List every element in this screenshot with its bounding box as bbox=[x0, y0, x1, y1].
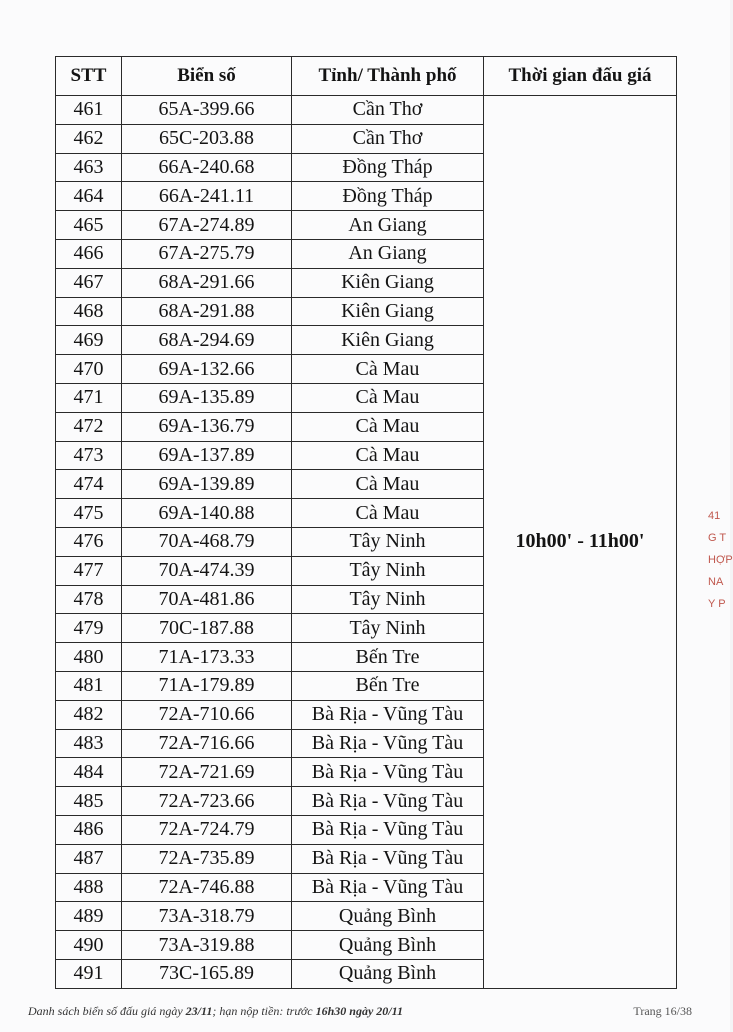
stamp-text-4: NA bbox=[708, 576, 724, 588]
row-plate-number: 72A-716.66 bbox=[122, 729, 292, 758]
row-stt: 471 bbox=[56, 383, 122, 412]
row-plate-number: 72A-710.66 bbox=[122, 700, 292, 729]
row-stt: 464 bbox=[56, 182, 122, 211]
row-plate-number: 66A-241.11 bbox=[122, 182, 292, 211]
row-province: Đồng Tháp bbox=[292, 153, 484, 182]
row-plate-number: 72A-735.89 bbox=[122, 844, 292, 873]
row-plate-number: 70A-481.86 bbox=[122, 585, 292, 614]
stamp-text-1: 41 bbox=[708, 510, 721, 522]
row-stt: 485 bbox=[56, 787, 122, 816]
footer-prefix: Danh sách biển số đấu giá ngày bbox=[28, 1004, 186, 1018]
row-stt: 479 bbox=[56, 614, 122, 643]
license-plate-table bbox=[55, 56, 677, 989]
row-stt: 475 bbox=[56, 499, 122, 528]
row-plate-number: 70C-187.88 bbox=[122, 614, 292, 643]
row-stt: 484 bbox=[56, 758, 122, 787]
row-stt: 482 bbox=[56, 700, 122, 729]
row-plate-number: 68A-291.66 bbox=[122, 268, 292, 297]
stamp-text-5: Y P bbox=[708, 598, 726, 610]
footer-mid: ; hạn nộp tiền: trước bbox=[212, 1004, 316, 1018]
row-plate-number: 68A-291.88 bbox=[122, 297, 292, 326]
row-province: Bà Rịa - Vũng Tàu bbox=[292, 873, 484, 902]
row-plate-number: 69A-135.89 bbox=[122, 383, 292, 412]
row-plate-number: 69A-139.89 bbox=[122, 470, 292, 499]
row-stt: 476 bbox=[56, 527, 122, 556]
row-plate-number: 69A-137.89 bbox=[122, 441, 292, 470]
row-plate-number: 66A-240.68 bbox=[122, 153, 292, 182]
row-plate-number: 73A-318.79 bbox=[122, 902, 292, 931]
row-province: Bà Rịa - Vũng Tàu bbox=[292, 815, 484, 844]
header-plate-number: Biển số bbox=[122, 57, 292, 96]
row-stt: 469 bbox=[56, 326, 122, 355]
row-province: Tây Ninh bbox=[292, 614, 484, 643]
row-province: An Giang bbox=[292, 211, 484, 240]
row-province: Tây Ninh bbox=[292, 585, 484, 614]
auction-time-slot: 10h00' - 11h00' bbox=[484, 96, 677, 989]
row-stt: 467 bbox=[56, 268, 122, 297]
row-stt: 465 bbox=[56, 211, 122, 240]
row-province: Tây Ninh bbox=[292, 556, 484, 585]
row-stt: 480 bbox=[56, 643, 122, 672]
row-plate-number: 72A-721.69 bbox=[122, 758, 292, 787]
row-province: Kiên Giang bbox=[292, 297, 484, 326]
row-plate-number: 72A-723.66 bbox=[122, 787, 292, 816]
row-plate-number: 70A-468.79 bbox=[122, 527, 292, 556]
row-plate-number: 69A-136.79 bbox=[122, 412, 292, 441]
row-province: Cà Mau bbox=[292, 383, 484, 412]
row-stt: 478 bbox=[56, 585, 122, 614]
row-plate-number: 71A-179.89 bbox=[122, 671, 292, 700]
row-stt: 488 bbox=[56, 873, 122, 902]
row-stt: 472 bbox=[56, 412, 122, 441]
row-province: Quảng Bình bbox=[292, 931, 484, 960]
row-plate-number: 73C-165.89 bbox=[122, 959, 292, 988]
row-plate-number: 70A-474.39 bbox=[122, 556, 292, 585]
row-province: Bà Rịa - Vũng Tàu bbox=[292, 844, 484, 873]
row-province: Bến Tre bbox=[292, 671, 484, 700]
header-province: Tỉnh/ Thành phố bbox=[292, 57, 484, 96]
row-province: Cà Mau bbox=[292, 355, 484, 384]
row-province: Quảng Bình bbox=[292, 902, 484, 931]
row-plate-number: 68A-294.69 bbox=[122, 326, 292, 355]
row-province: Cà Mau bbox=[292, 412, 484, 441]
row-province: Đồng Tháp bbox=[292, 182, 484, 211]
row-stt: 481 bbox=[56, 671, 122, 700]
row-stt: 470 bbox=[56, 355, 122, 384]
row-plate-number: 69A-132.66 bbox=[122, 355, 292, 384]
row-stt: 468 bbox=[56, 297, 122, 326]
row-province: Cần Thơ bbox=[292, 124, 484, 153]
row-plate-number: 73A-319.88 bbox=[122, 931, 292, 960]
row-province: Kiên Giang bbox=[292, 326, 484, 355]
row-province: Quảng Bình bbox=[292, 959, 484, 988]
row-province: Cà Mau bbox=[292, 499, 484, 528]
row-stt: 461 bbox=[56, 96, 122, 125]
row-stt: 477 bbox=[56, 556, 122, 585]
row-plate-number: 71A-173.33 bbox=[122, 643, 292, 672]
row-province: Bến Tre bbox=[292, 643, 484, 672]
row-plate-number: 65A-399.66 bbox=[122, 96, 292, 125]
footer-note bbox=[28, 1004, 403, 1019]
row-stt: 463 bbox=[56, 153, 122, 182]
row-plate-number: 72A-724.79 bbox=[122, 815, 292, 844]
row-stt: 462 bbox=[56, 124, 122, 153]
row-stt: 473 bbox=[56, 441, 122, 470]
stamp-text-2: G T bbox=[708, 532, 727, 544]
footer-deadline: 16h30 ngày 20/11 bbox=[315, 1004, 403, 1018]
row-province: Cà Mau bbox=[292, 441, 484, 470]
footer-auction-date: 23/11 bbox=[185, 1004, 213, 1018]
row-stt: 466 bbox=[56, 239, 122, 268]
row-plate-number: 67A-275.79 bbox=[122, 239, 292, 268]
row-stt: 474 bbox=[56, 470, 122, 499]
row-stt: 491 bbox=[56, 959, 122, 988]
stamp-fragment bbox=[708, 510, 733, 630]
table-row bbox=[56, 96, 677, 125]
row-province: Cần Thơ bbox=[292, 96, 484, 125]
table-header-row bbox=[56, 57, 677, 96]
row-stt: 490 bbox=[56, 931, 122, 960]
table-body bbox=[56, 96, 677, 989]
row-stt: 487 bbox=[56, 844, 122, 873]
row-province: An Giang bbox=[292, 239, 484, 268]
row-province: Kiên Giang bbox=[292, 268, 484, 297]
row-province: Bà Rịa - Vũng Tàu bbox=[292, 787, 484, 816]
row-province: Bà Rịa - Vũng Tàu bbox=[292, 700, 484, 729]
header-auction-time: Thời gian đấu giá bbox=[484, 57, 677, 96]
row-province: Bà Rịa - Vũng Tàu bbox=[292, 729, 484, 758]
row-stt: 486 bbox=[56, 815, 122, 844]
row-plate-number: 65C-203.88 bbox=[122, 124, 292, 153]
row-province: Tây Ninh bbox=[292, 527, 484, 556]
row-province: Cà Mau bbox=[292, 470, 484, 499]
row-plate-number: 69A-140.88 bbox=[122, 499, 292, 528]
row-stt: 489 bbox=[56, 902, 122, 931]
row-plate-number: 72A-746.88 bbox=[122, 873, 292, 902]
page-number: Trang 16/38 bbox=[633, 1004, 692, 1018]
header-stt: STT bbox=[56, 57, 122, 96]
row-plate-number: 67A-274.89 bbox=[122, 211, 292, 240]
row-province: Bà Rịa - Vũng Tàu bbox=[292, 758, 484, 787]
row-stt: 483 bbox=[56, 729, 122, 758]
stamp-text-3: HỢP bbox=[708, 554, 733, 566]
